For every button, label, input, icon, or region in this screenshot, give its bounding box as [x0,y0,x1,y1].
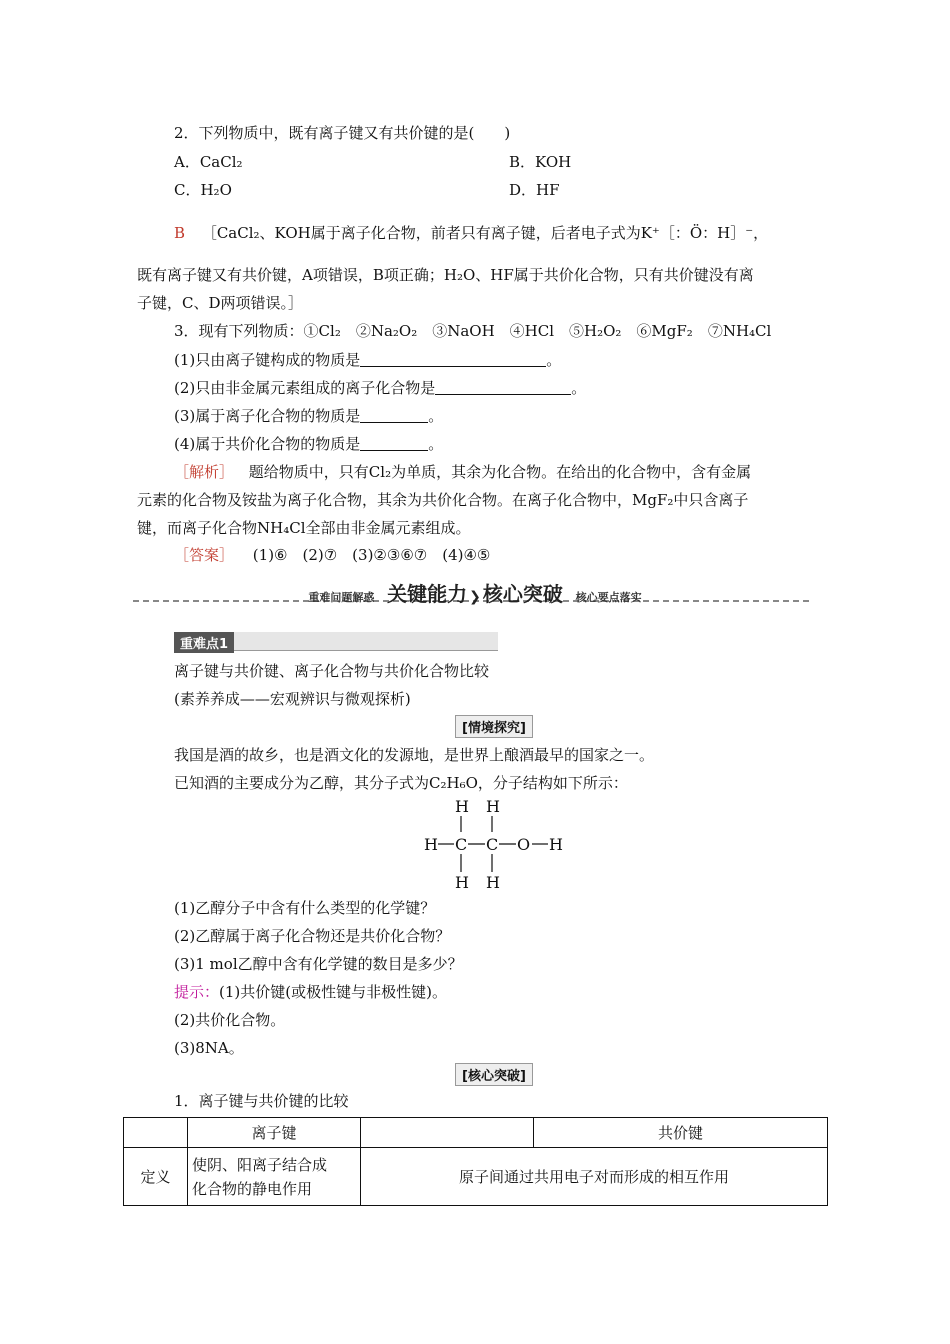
keypoint-label: 重难点1 [174,632,234,653]
q2-explanation-2: 既有离子键又有共价键，A项错误，B项正确；H₂O、HF属于共价化合物，只有共价键没有离 [137,266,754,284]
comparison-table [123,1117,828,1206]
banner-left: 重难问题解惑 [308,591,375,604]
q3-stem: 3．现有下列物质：①Cl₂ ②Na₂O₂ ③NaOH ④HCl ⑤H₂O₂ ⑥MgF₂ ⑦NH₄Cl [174,322,772,340]
q2-answer: B [174,224,186,242]
tag-context: [情境探究] [455,715,533,738]
table-cell-empty [361,1118,534,1148]
table-cell-empty [124,1118,188,1148]
period: 。 [428,435,444,453]
table-row-label: 定义 [124,1148,188,1206]
q2-option-c: C．H₂O [174,181,232,199]
q2-stem: 2．下列物质中，既有离子键又有共价键的是( ) [174,124,511,142]
period: 。 [428,407,444,425]
hint-2: (2)共价化合物。 [174,1011,286,1029]
period: 。 [546,351,562,369]
atom-o: O [517,835,531,854]
atom-c: C [455,835,468,854]
atom-h: H [455,873,469,892]
answer-value: (1)⑥ (2)⑦ (3)②③⑥⑦ (4)④⑤ [252,546,491,564]
question-2: (2)乙醇属于离子化合物还是共价化合物？ [174,927,451,945]
answer-blank[interactable] [360,352,546,367]
ethanol-structure [420,796,570,894]
context-line-1: 我国是酒的故乡，也是酒文化的发源地，是世界上酿酒最早的国家之一。 [174,746,655,764]
q3-sub-4-text: (4)属于共价化合物的物质是 [174,435,361,453]
q3-sub-1 [174,349,561,370]
q2-option-b: B．KOH [509,153,572,171]
q3-sub-3-text: (3)属于离子化合物的物质是 [174,407,361,425]
question-1: (1)乙醇分子中含有什么类型的化学键？ [174,899,436,917]
analysis-tag: ［解析］ [174,463,235,481]
answer-blank[interactable] [360,436,428,451]
analysis-line-2: 元素的化合物及铵盐为离子化合物，其余为共价化合物。在离子化合物中，MgF₂中只含离子 [137,491,749,509]
atom-h: H [486,797,500,816]
table-row [124,1148,828,1206]
atom-h: H [455,797,469,816]
q2-option-a: A．CaCl₂ [174,153,243,171]
hint-1: (1)共价键(或极性键与非极性键)。 [219,983,447,1001]
table-cell-ionic-line-1: 使阴、阳离子结合成 [192,1155,328,1174]
q3-sub-3 [174,405,443,426]
keypoint-subtitle: (素养养成——宏观辨识与微观探析) [174,690,411,708]
q3-sub-2 [174,377,586,398]
period: 。 [571,379,587,397]
analysis-line-3: 键，而离子化合物NH₄Cl全部由非金属元素组成。 [137,519,471,537]
q3-sub-4 [174,433,443,454]
answer-blank[interactable] [360,408,428,423]
q2-option-d: D．HF [509,181,560,199]
tag-core: [核心突破] [455,1063,533,1086]
context-line-2: 已知酒的主要成分为乙醇，其分子式为C₂H₆O，分子结构如下所示： [174,774,628,792]
table-cell-covalent: 原子间通过共用电子对而形成的相互作用 [361,1148,828,1206]
answer-blank[interactable] [435,380,571,395]
q3-sub-1-text: (1)只由离子键构成的物质是 [174,351,361,369]
arrow-icon: ❯ [469,589,481,605]
table-cell-ionic-line-2: 化合物的静电作用 [192,1179,313,1198]
table-header-row [124,1118,828,1148]
keypoint-title: 离子键与共价键、离子化合物与共价化合物比较 [174,662,490,680]
table-cell-ionic [188,1148,361,1206]
q3-sub-2-text: (2)只由非金属元素组成的离子化合物是 [174,379,436,397]
q2-explanation-1: ［CaCl₂、KOH属于离子化合物，前者只有离子键，后者电子式为K⁺［：Ö：H］⁻， [201,224,769,242]
section-banner [0,578,950,607]
analysis-line-1: 题给物质中，只有Cl₂为单质，其余为化合物。在给出的化合物中，含有金属 [248,463,752,481]
banner-right: 核心要点落实 [575,591,642,604]
hint-label: 提示： [174,983,220,1001]
answer-tag: ［答案］ [174,546,235,564]
table-header-covalent: 共价键 [534,1118,828,1148]
q2-explanation-3: 子键，C、D两项错误。］ [137,294,304,312]
atom-h: H [424,835,438,854]
core-heading: 1．离子键与共价键的比较 [174,1092,349,1110]
table-header-ionic: 离子键 [188,1118,361,1148]
atom-h: H [549,835,563,854]
question-3: (3)1 mol乙醇中含有化学键的数目是多少？ [174,955,463,973]
atom-c: C [486,835,499,854]
atom-h: H [486,873,500,892]
banner-main: 关键能力 ❯ 核心突破 [387,582,563,606]
hint-3: (3)8NA。 [174,1039,244,1057]
